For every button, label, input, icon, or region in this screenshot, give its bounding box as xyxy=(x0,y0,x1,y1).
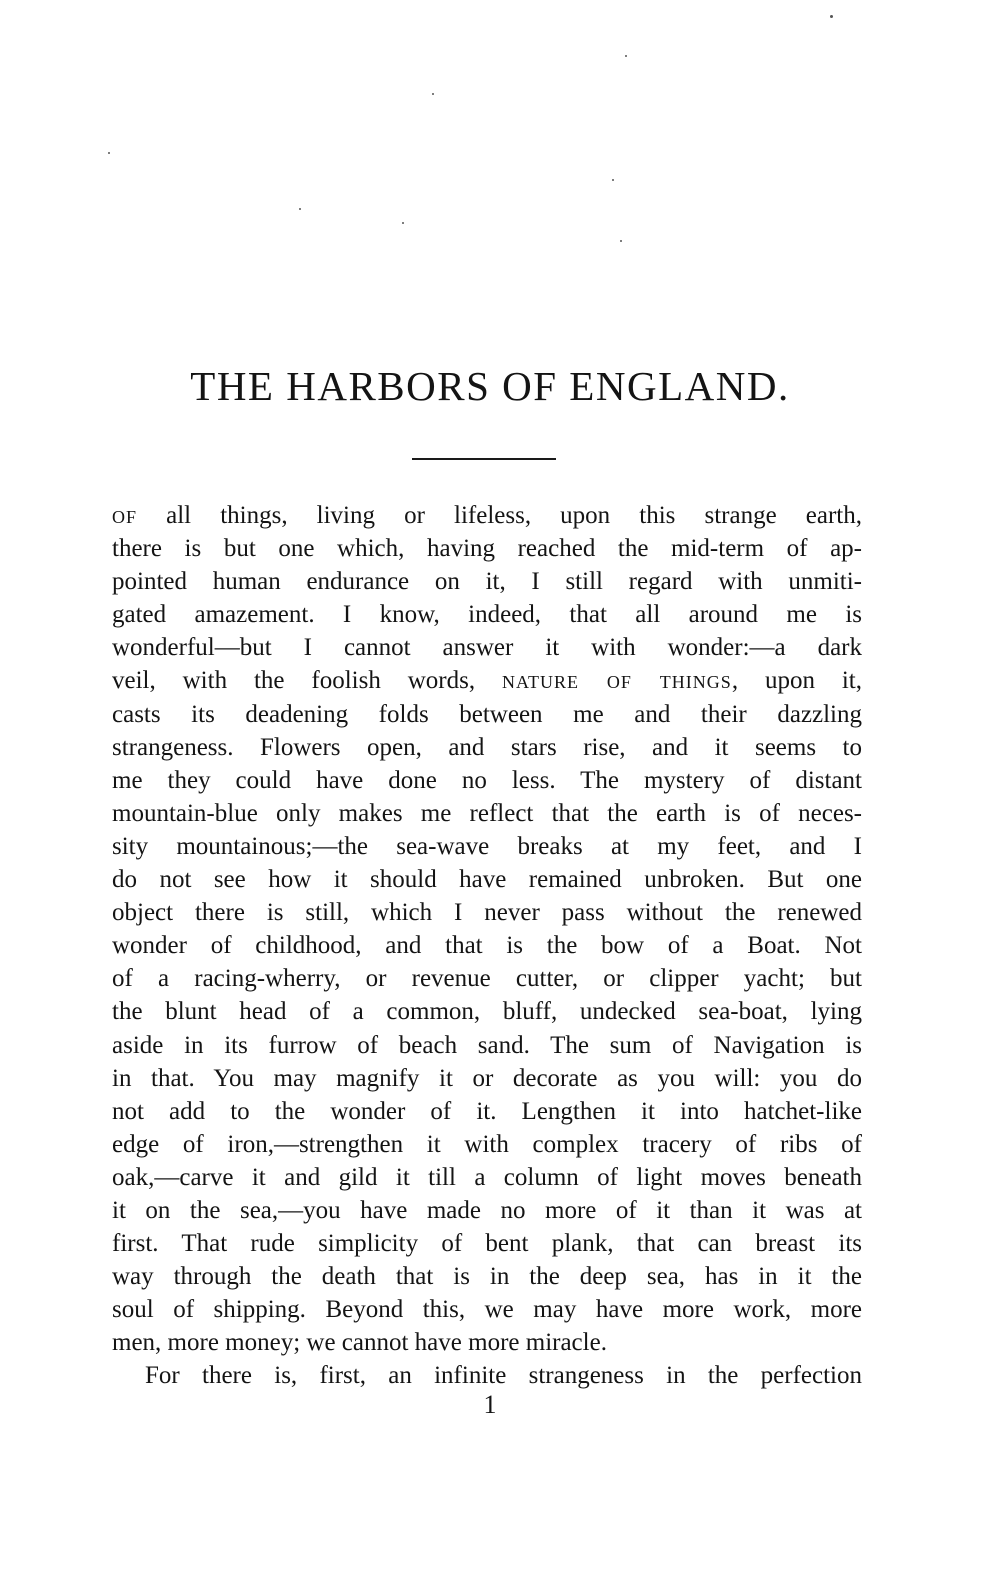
text-line: soul of shipping. Beyond this, we may have more work, more xyxy=(112,1296,862,1324)
text-line: first. That rude simplicity of bent plank, that can breast its xyxy=(112,1230,862,1258)
body-text xyxy=(112,499,862,1393)
text-line: do not see how it should have remained unbroken. But one xyxy=(112,866,862,894)
scan-speck xyxy=(299,208,301,210)
text-line: sity mountainous;—the sea-wave breaks at my feet, and I xyxy=(112,832,862,860)
drop-cap-word: of xyxy=(112,502,138,529)
text-line: men, more money; we cannot have more miracle. xyxy=(112,1329,607,1357)
title-divider xyxy=(412,458,556,460)
line-text: all things, living or lifeless, upon this strange earth, xyxy=(137,502,862,529)
text-line: way through the death that is in the deep sea, has in it the xyxy=(112,1263,862,1291)
text-line: mountain-blue only makes me reflect that the earth is of neces- xyxy=(112,799,862,827)
text-line: in that. You may magnify it or decorate as you will: you do xyxy=(112,1064,862,1092)
scan-speck xyxy=(432,93,434,95)
text-line: of a racing-wherry, or revenue cutter, or clipper yacht; but xyxy=(112,965,862,993)
text-line xyxy=(112,499,862,532)
text-line: wonderful—but I cannot answer it with wonder:—a dark xyxy=(112,634,862,662)
line-text: veil, with the foolish words, xyxy=(112,667,476,695)
text-line: pointed human endurance on it, I still regard with unmiti- xyxy=(112,568,862,596)
text-line xyxy=(112,664,862,697)
text-line: object there is still, which I never pass without the renewed xyxy=(112,899,862,927)
scan-speck xyxy=(625,55,627,57)
text-line: aside in its furrow of beach sand. The sum of Navigation is xyxy=(112,1031,862,1059)
text-line: me they could have done no less. The mystery of distant xyxy=(112,766,862,794)
text-line: strangeness. Flowers open, and stars rise, and it seems to xyxy=(112,733,862,761)
scan-speck xyxy=(612,179,614,181)
line-text: , upon it, xyxy=(731,667,862,695)
page-number: 1 xyxy=(483,1390,497,1419)
text-line: there is but one which, having reached the mid-term of ap- xyxy=(112,535,862,563)
text-line: it on the sea,—you have made no more of it than it was at xyxy=(112,1196,862,1224)
text-line: casts its deadening folds between me and their dazzling xyxy=(112,700,862,728)
text-line: wonder of childhood, and that is the bow of a Boat. Not xyxy=(112,932,862,960)
page-title: THE HARBORS OF ENGLAND. xyxy=(190,363,790,409)
scan-speck xyxy=(108,152,110,154)
text-line: the blunt head of a common, bluff, undecked sea-boat, lying xyxy=(112,998,862,1026)
text-line: edge of iron,—strengthen it with complex tracery of ribs of xyxy=(112,1130,862,1158)
text-line: oak,—carve it and gild it till a column of light moves beneath xyxy=(112,1163,862,1191)
scan-speck xyxy=(830,15,833,18)
text-line: not add to the wonder of it. Lengthen it into hatchet-like xyxy=(112,1097,862,1125)
text-line: For there is, first, an infinite strangeness in the perfection xyxy=(145,1362,862,1390)
text-line: gated amazement. I know, indeed, that all around me is xyxy=(112,601,862,629)
scan-speck xyxy=(402,222,404,224)
scan-speck xyxy=(620,240,622,242)
small-caps-phrase: nature of things xyxy=(502,667,732,695)
